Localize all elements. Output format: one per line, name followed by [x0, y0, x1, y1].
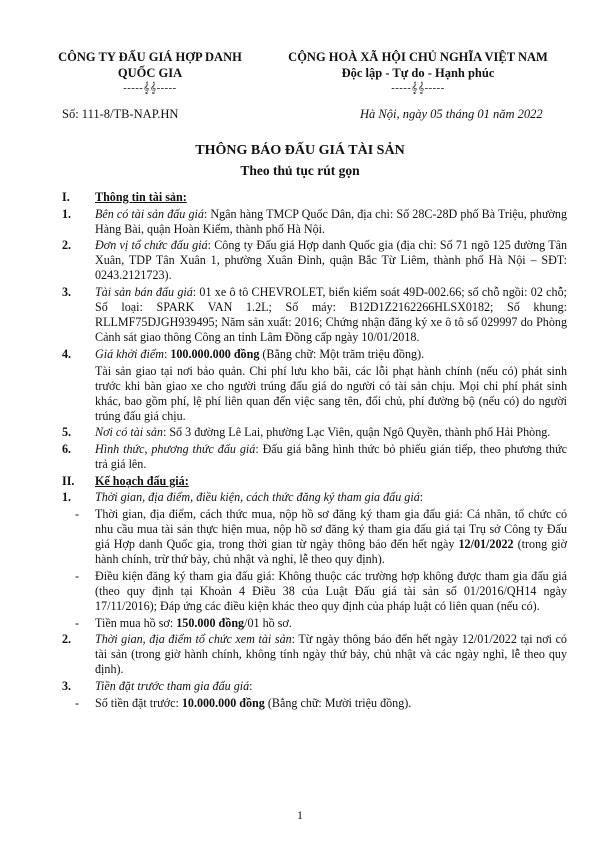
dash-text-pre: Thời gian, địa điểm, cách thức mua, nộp hồ sơ đăng ký tham gia đấu giá: Cá nhân, tổ chức có nhu cầu mua tài sản thực hiện mua, nộp hồ sơ đăng ký tham gia đấu giá tại Trụ sở Công ty Đấu giá Hợp danh Quốc gia, trong thời gian từ ngày thông báo đến hết ngày: [95, 506, 567, 552]
dossier-fee: 150.000 đồng: [176, 615, 245, 630]
asset-item-1: [62, 207, 567, 237]
item-content: : Ngân hàng TMCP Quốc Dân, địa chỉ: Số 28C-28D phố Bà Triệu, phường Hàng Bài, quận Hoàn Kiếm, thành phố Hà Nội.: [95, 206, 567, 236]
item-label: Giá khởi điểm: [95, 346, 164, 361]
item-text: [95, 347, 567, 362]
item-content: : Đấu giá bằng hình thức bỏ phiếu gián tiếp, theo phương thức trả giá lên.: [95, 442, 568, 472]
document-number: Số: 111-8/TB-NAP.HN: [62, 107, 179, 121]
section-number: II.: [62, 473, 75, 488]
section-title: Kế hoạch đấu giá:: [95, 473, 189, 488]
place-and-date: Hà Nội, ngày 05 tháng 01 năm 2022: [360, 107, 543, 121]
dash-text: Điều kiện đăng ký tham gia đấu giá: Không thuộc các trường hợp không được tham gia đấu giá (theo quy định tại Khoản 4 Điều 38 của Luật Đấu giá tài sản số 01/2016/QH14 ngày 17/11/2016); Đáp ứng các điều kiện khác theo quy định của pháp luật có liên quan (nếu có).: [95, 568, 567, 613]
item-text: [95, 442, 567, 472]
left-ornament: -----𝄞𝄞-----: [123, 83, 177, 94]
section-number: I.: [62, 190, 70, 204]
item-content: : Công ty Đấu giá Hợp danh Quốc gia (địa chỉ: Số 71 ngõ 125 đường Tân Xuân, TDP Tân Xuân 1, phường Xuân Đỉnh, quận Bắc Từ Liêm, thành phố Hà Nội – SĐT: 0243.2121723).: [95, 238, 568, 283]
registration-deadline: 12/01/2022: [458, 537, 514, 552]
dash-text-pre: Tiền mua hồ sơ:: [95, 615, 177, 630]
item-text: [95, 285, 567, 345]
item-label: Tài sản bán đấu giá: [95, 285, 193, 300]
item-label: Hình thức, phương thức đấu giá: [95, 442, 256, 456]
item-text: [95, 425, 567, 440]
dash-marker: -: [75, 695, 80, 710]
dash-text-post: (trong giờ hành chính, trừ thứ bảy, chủ nhật và nghỉ, lễ theo quy định).: [95, 537, 567, 567]
item-number: 2.: [62, 632, 72, 647]
nation-name: CỘNG HOÀ XÃ HỘI CHỦ NGHĨA VIỆT NAM: [288, 50, 548, 64]
item-content: : Số 3 đường Lê Lai, phường Lạc Viên, quận Ngô Quyền, thành phố Hải Phòng.: [162, 425, 551, 440]
right-ornament: -----𝄞𝄞-----: [391, 83, 445, 94]
starting-price: 100.000.000 đồng: [170, 346, 260, 361]
item-number: 5.: [62, 425, 72, 440]
item-number: 1.: [62, 206, 72, 221]
document-body: [62, 190, 567, 712]
dash-text: [95, 507, 567, 567]
item-colon: :: [249, 678, 253, 693]
item-label: Thời gian, địa điểm tổ chức xem tài sản: [95, 632, 292, 647]
item-label: Đơn vị tổ chức đấu giá: [95, 238, 208, 253]
national-heading-block: [268, 49, 568, 97]
issuer-block: [55, 49, 245, 97]
asset-item-3: [62, 285, 567, 345]
dash-marker: -: [75, 568, 80, 583]
dash-marker: -: [75, 615, 80, 630]
national-motto: Độc lập - Tự do - Hạnh phúc: [341, 66, 495, 80]
item-text: [95, 490, 567, 505]
deposit-amount: 10.000.000 đồng: [181, 695, 265, 710]
asset-item-2: [62, 238, 567, 283]
dash-marker: -: [75, 506, 80, 521]
plan-item-1-conditions: [62, 569, 567, 614]
section-2-heading: [62, 474, 567, 489]
item-label: Nơi có tài sản: [95, 425, 163, 440]
section-title: Thông tin tài sản:: [95, 190, 187, 204]
asset-item-4: [62, 347, 567, 362]
dash-text-pre: Số tiền đặt trước:: [95, 695, 182, 710]
item-number: 4.: [62, 346, 72, 361]
item-colon: :: [419, 490, 424, 505]
item-content-prefix: :: [163, 346, 171, 361]
page-number: 1: [297, 808, 303, 822]
plan-item-1-fee: [62, 616, 567, 631]
asset-item-6: [62, 442, 567, 472]
dash-text-post: (Bằng chữ: Mười triệu đồng).: [264, 695, 412, 710]
section-1-heading: [62, 190, 567, 205]
item-number: 2.: [62, 238, 72, 253]
item-number: 3.: [62, 285, 72, 300]
company-name-line1: CÔNG TY ĐẤU GIÁ HỢP DANH: [58, 50, 242, 64]
document-title: THÔNG BÁO ĐẤU GIÁ TÀI SẢN: [195, 143, 405, 158]
item-text: [95, 679, 567, 694]
item-label: Tiền đặt trước tham gia đấu giá: [95, 678, 250, 693]
dash-text: [95, 616, 567, 631]
item-number: 3.: [62, 678, 72, 693]
plan-item-3: [62, 679, 567, 694]
asset-item-5: [62, 425, 567, 440]
plan-item-3-deposit: [62, 696, 567, 711]
plan-item-2: [62, 632, 567, 677]
item-text: [95, 632, 567, 677]
plan-item-1-registration: [62, 507, 567, 567]
plan-item-1: [62, 490, 567, 505]
company-name-line2: QUỐC GIA: [117, 66, 183, 80]
item-text: [95, 238, 567, 283]
item-number: 6.: [62, 442, 72, 456]
item-content: : 01 xe ô tô CHEVROLET, biển kiểm soát 49D-002.66; số chỗ ngồi: 02 chỗ; Số loại: SPARK VAN 1.2L; Số máy: B12D1Z2162266HLSX0182; Số khung: RLLMF75DJGH939495; Năm sản xuất: 2016; Chứng nhận đăng ký xe ô tô số 029997 do Phòng Cảnh sát giao thông Công an tỉnh Lâm Đồng cấp ngày 10/01/2018.: [95, 285, 568, 345]
dash-text: [95, 696, 567, 711]
item-label: Bên có tài sản đấu giá: [95, 206, 204, 221]
item-content: (Bằng chữ: Một trăm triệu đồng).: [259, 346, 425, 361]
item-text: [95, 207, 567, 237]
document-subtitle: Theo thủ tục rút gọn: [240, 163, 360, 178]
item-content: : Từ ngày thông báo đến hết ngày 12/01/2022 tại nơi có tài sản (trong giờ hành chính, không tính ngày thứ bảy, chủ nhật và các ngày nghỉ, lễ theo quy định).: [95, 632, 567, 677]
dash-text-post: /01 hồ sơ.: [244, 615, 292, 630]
item-label: Thời gian, địa điểm, điều kiện, cách thức đăng ký tham gia đấu giá: [95, 490, 420, 505]
asset-item-4-note: Tài sản giao tại nơi bảo quản. Chi phí lưu kho bãi, các lỗi phạt hành chính (nếu có) phát sinh trước khi bàn giao xe cho người trúng đấu giá do người có tài sản chịu. Mọi chi phí phát sinh khác, bao gồm phí, lệ phí liên quan đến việc sang tên, đổi chủ, phí đường bộ (nếu có) do người trúng đấu giá chịu.: [95, 363, 567, 423]
item-number: 1.: [62, 490, 72, 505]
